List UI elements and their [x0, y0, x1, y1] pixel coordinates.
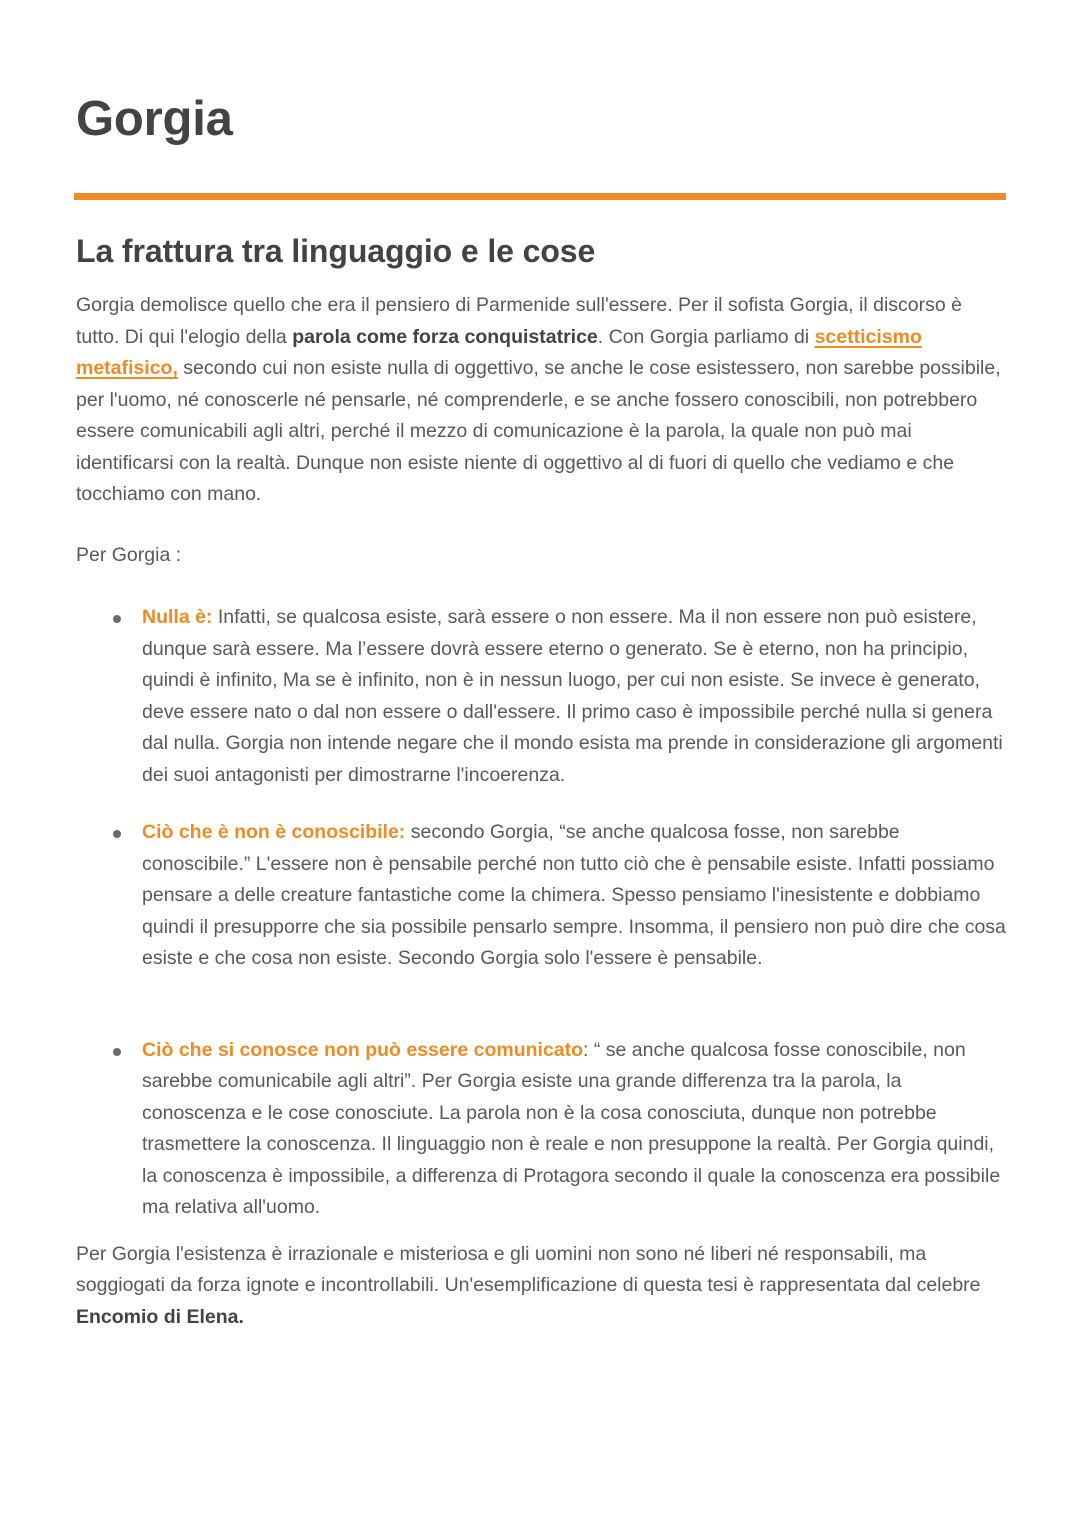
argument-list: [76, 571, 1006, 1224]
list-item-body: [142, 1035, 1006, 1224]
intro-accent-term: scetticismo metafisico,: [76, 325, 922, 380]
intro-text-part-2: . Con Gorgia parliamo di: [597, 325, 815, 348]
intro-bold-phrase: parola come forza conquistatrice: [292, 325, 598, 348]
final-paragraph: [76, 1224, 1006, 1334]
page-title: Gorgia: [76, 92, 233, 146]
list-item-text: secondo Gorgia, “se anche qualcosa fosse, non sarebbe conoscibile.” L'essere non è pensabile perché non tutto ciò che è pensabile esiste. Infatti possiamo pensare a delle creature fantastiche come la chimera. Spesso pensiamo l'inesistente e dobbiamo quindi il presupporre che sia possibile pensarlo sempre. Insomma, il pensiero non può dire che cosa esiste e che cosa non esiste. Secondo Gorgia solo l'essere è pensabile.: [142, 821, 1006, 970]
list-item-text: : “ se anche qualcosa fosse conoscibile, non sarebbe comunicabile agli altri”. Per Gorgia esiste una grande differenza tra la parola, la conoscenza e le cose conosciute. La parola non è la cosa conosciuta, dunque non potrebbe trasmettere la conoscenza. Il linguaggio non è reale e non presuppone la realtà. Per Gorgia quindi, la conoscenza è impossibile, a differenza di Protagora secondo il quale la conoscenza era possibile ma relativa all'uomo.: [142, 1038, 1001, 1219]
list-item: [76, 1035, 1006, 1224]
section-heading: La frattura tra linguaggio e le cose: [76, 232, 596, 269]
list-item-body: [142, 817, 1006, 975]
list-item-lead: Ciò che si conosce non può essere comunicato: [142, 1038, 584, 1061]
list-item: [76, 602, 1006, 791]
bullet-dot-icon: [113, 1048, 121, 1056]
list-item-body: [142, 602, 1006, 791]
list-item: [76, 817, 1006, 975]
lead-in-paragraph: Per Gorgia :: [76, 543, 182, 566]
document-content: [76, 0, 1006, 1333]
intro-text-part-1: Gorgia demolisce quello che era il pensiero di Parmenide sull'essere. Per il sofista Gorgia, il discorso è tutto. Di qui l'elogio della: [76, 294, 962, 348]
list-item-lead: Nulla è:: [142, 606, 213, 629]
bullet-dot-icon: [113, 830, 121, 838]
final-bold-phrase: Encomio di Elena.: [76, 1305, 244, 1328]
title-divider: [74, 193, 1006, 200]
list-item-text: Infatti, se qualcosa esiste, sarà essere o non essere. Ma il non essere non può esistere, dunque sarà essere. Ma l’essere dovrà essere eterno o generato. Se è eterno, non ha principio, quindi è infinito, Ma se è infinito, non è in nessun luogo, per cui non esiste. Se invece è generato, deve essere nato o dal non essere o dall'essere. Il primo caso è impossibile perché nulla si genera dal nulla. Gorgia non intende negare che il mondo esista ma prende in considerazione gli argomenti dei suoi antagonisti per dimostrarne l'incoerenza.: [142, 606, 1003, 786]
intro-text-part-3: secondo cui non esiste nulla di oggettivo, se anche le cose esistessero, non sarebbe possibile, per l'uomo, né conoscerle né pensarle, né comprenderle, e se anche fossero conoscibili, non potrebbero essere comunicabili agli altri, perché il mezzo di comunicazione è la parola, la quale non può mai identificarsi con la realtà. Dunque non esiste niente di oggettivo al di fuori di quello che vediamo e che tocchiamo con mano.: [76, 357, 1001, 506]
final-text-part-1: Per Gorgia l'esistenza è irrazionale e misteriosa e gli uomini non sono né liberi né responsabili, ma soggiogati da forza ignote e incontrollabili. Un'esemplificazione di questa tesi è rappresentata dal celebre: [76, 1242, 981, 1297]
intro-paragraph: [76, 270, 1006, 511]
bullet-dot-icon: [113, 615, 121, 623]
list-item-lead: Ciò che è non è conoscibile:: [142, 821, 406, 844]
